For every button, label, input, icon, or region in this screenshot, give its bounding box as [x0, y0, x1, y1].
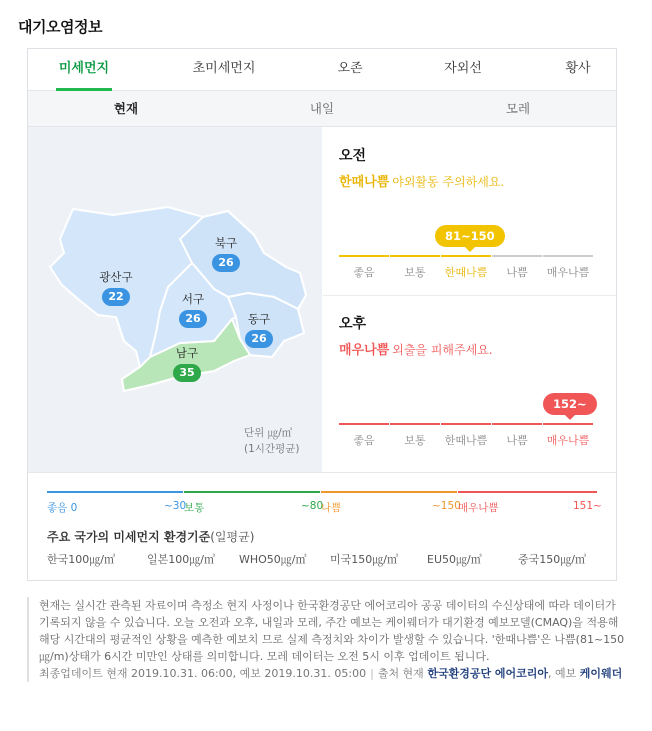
source-kweather-link[interactable]: 케이웨더	[579, 667, 623, 680]
legend-label: 매우나쁨	[458, 502, 499, 514]
standard-korea: 한국100㎍/㎥	[47, 553, 115, 566]
district-name: 광산구	[99, 270, 133, 284]
update-info: 최종업데이트 현재 2019.10.31. 06:00, 예보 2019.10.31. 05:00 | 출처 현재 한국환경공단 에어코리아, 예보 케이웨더	[39, 667, 623, 680]
scale-normal: 보통	[390, 423, 440, 445]
district-value-badge: 26	[212, 254, 240, 272]
unit-note	[244, 425, 299, 457]
standard-japan: 일본100㎍/㎥	[147, 553, 215, 566]
district-name: 서구	[181, 292, 205, 306]
forecast-level: 매우나쁨	[339, 343, 390, 358]
district-value-badge: 26	[245, 330, 273, 348]
time-subtabs	[28, 91, 616, 127]
update-text: 최종업데이트 현재 2019.10.31. 06:00, 예보 2019.10.31. 05:00	[39, 667, 367, 680]
scale-sometimes-bad: 한때나쁨	[441, 423, 491, 445]
subtab-day-after[interactable]: 모레	[505, 101, 531, 116]
page-title: 대기오염정보	[18, 18, 102, 36]
forecast-period: 오전	[339, 148, 367, 164]
district-seo[interactable]	[167, 291, 219, 328]
standard-china: 중국150㎍/㎥	[518, 553, 586, 566]
standards-title: 주요 국가의 미세먼지 환경기준(일평균)	[47, 530, 255, 544]
scale-bad: 나쁨	[492, 255, 542, 277]
forecast-message: 외출을 피해주세요.	[392, 343, 493, 357]
forecast-morning	[339, 145, 601, 295]
forecast-range-bubble: 152~	[543, 393, 597, 415]
scale-normal: 보통	[390, 255, 440, 277]
standard-usa: 미국150㎍/㎥	[330, 553, 398, 566]
tab-fine-dust[interactable]: 미세먼지	[56, 49, 112, 91]
district-nam[interactable]	[161, 345, 213, 382]
legend-label: ~150	[432, 500, 461, 512]
legend-label: ~30	[164, 500, 187, 512]
legend-label: 151~	[573, 500, 602, 512]
forecast-message: 야외활동 주의하세요.	[392, 175, 505, 189]
district-gwangsan[interactable]	[90, 269, 142, 306]
forecast-afternoon	[339, 313, 601, 463]
forecast-panel	[323, 127, 616, 472]
forecast-level: 한때나쁨	[339, 175, 390, 190]
standard-eu: EU50㎍/㎥	[427, 553, 482, 566]
legend-label: ~80	[301, 500, 324, 512]
district-map	[28, 127, 322, 472]
district-dong[interactable]	[233, 311, 285, 348]
district-value-badge: 22	[102, 288, 130, 306]
scale-very-bad: 매우나쁨	[543, 255, 593, 277]
district-name: 동구	[247, 312, 271, 326]
source-mid: , 예보	[548, 667, 577, 680]
legend-label: 나쁨	[321, 502, 342, 514]
unit-label: 단위 ㎍/㎥	[244, 427, 293, 439]
unit-average: (1시간평균)	[244, 443, 300, 455]
pollutant-tabs	[28, 49, 616, 91]
subtab-now[interactable]: 현재	[113, 101, 139, 116]
scale-bad: 나쁨	[492, 423, 542, 445]
forecast-scale	[339, 255, 595, 277]
tab-yellow-dust[interactable]: 황사	[565, 61, 591, 76]
scale-good: 좋음	[339, 255, 389, 277]
subtab-tomorrow[interactable]: 내일	[309, 101, 335, 116]
scale-good: 좋음	[339, 423, 389, 445]
scale-very-bad: 매우나쁨	[543, 423, 593, 445]
district-value-badge: 26	[179, 310, 207, 328]
legend-label: 좋음 0	[47, 502, 78, 514]
forecast-period: 오후	[339, 316, 367, 332]
scale-sometimes-bad: 한때나쁨	[441, 255, 491, 277]
district-name: 북구	[214, 236, 238, 250]
district-name: 남구	[175, 346, 199, 360]
notice-text: 현재는 실시간 관측된 자료이며 측정소 현지 사정이나 한국환경공단 에어코리아 공공 데이터의 수신상태에 따라 데이터가 기록되지 않을 수 있습니다. 오늘 오전과 오후, 내일과 모레, 주간 예보는 케이웨더가 대기환경 예보모델(CMAQ)을 적용해 해당 시간대의 평균적인 상황을 예측한 예보치 므로 실제 측정치와 차이가 발생할 수 있습니다. '한때나쁨'은 나쁨(81~150㎍/m)상태가 6시간 미만인 상태를 의미합니다. 모레 데이터는 오전 5시 이후 업데이트 됩니다.	[39, 599, 625, 663]
tab-uv[interactable]: 자외선	[444, 61, 482, 76]
tab-ozone[interactable]: 오존	[337, 61, 363, 76]
legend-bar-bad	[321, 491, 457, 493]
data-notice	[27, 597, 625, 682]
legend-bar-very-bad	[458, 491, 597, 493]
tab-ultrafine-dust[interactable]: 초미세먼지	[192, 61, 256, 76]
source-airkorea-link[interactable]: 한국환경공단 에어코리아	[427, 667, 549, 680]
standards-subtitle: (일평균)	[210, 530, 255, 544]
district-buk[interactable]	[200, 235, 252, 272]
legend-label: 보통	[184, 502, 205, 514]
source-prefix: 출처 현재	[377, 667, 424, 680]
standard-who: WHO50㎍/㎥	[239, 553, 307, 566]
forecast-range-bubble: 81~150	[435, 225, 505, 247]
forecast-scale	[339, 423, 595, 445]
district-value-badge: 35	[173, 364, 201, 382]
legend-bar-normal	[184, 491, 320, 493]
forecast-divider	[323, 295, 616, 296]
pm-legend	[28, 472, 616, 582]
legend-bar-good	[47, 491, 183, 493]
air-quality-card	[27, 48, 617, 581]
